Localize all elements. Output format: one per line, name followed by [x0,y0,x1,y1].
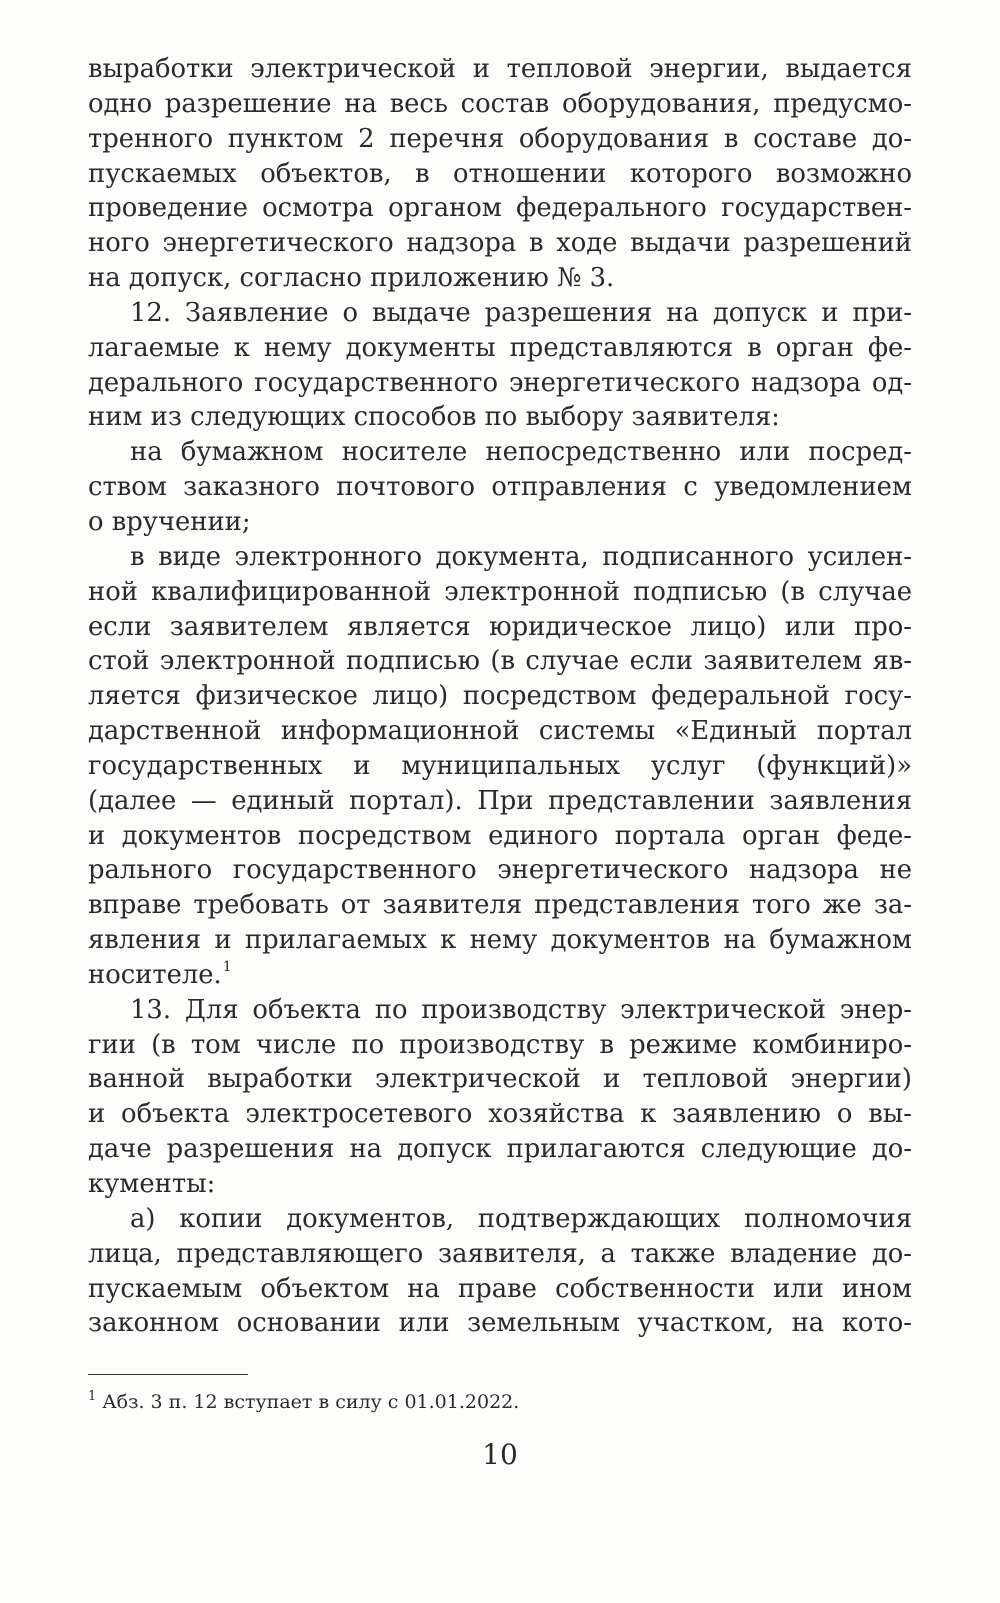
paragraph-paper-start: на бумажном носителе непосредственно или посред- [130,437,912,468]
text-line: проведение осмотра органом федерального государствен- [88,193,912,224]
text-line: дарственной информационной системы «Единый портал [88,716,912,747]
text-line: выработки электрической и тепловой энергии, выдается [88,54,912,84]
text-line: одно разрешение на весь состав оборудования, предусмо- [88,88,912,119]
text-line: (далее — единый портал). При представлении заявления [88,785,912,816]
text-line: ляется физическое лицо) посредством федеральной госу- [88,681,912,712]
paragraph-electronic-start: в виде электронного документа, подписанного усилен- [130,541,912,572]
footnote-text: Абз. 3 п. 12 вступает в силу с 01.01.2022. [102,1391,520,1413]
text-line: государственных и муниципальных услуг (функций)» [88,750,912,781]
text-line-with-footnote [88,958,912,993]
paragraph-item-a-start: а) копии документов, подтверждающих полномочия [130,1203,912,1234]
text-line: и документов посредством единого портала орган феде- [88,820,912,851]
text-line: ного энергетического надзора в ходе выдачи разрешений [88,228,912,259]
paragraph-12-start: 12. Заявление о выдаче разрешения на допуск и при- [130,297,912,328]
text-line: ним из следующих способов по выбору заявителя: [88,402,780,433]
text-line: носителе. [88,959,222,990]
text-line: дерального государственного энергетического надзора од- [88,367,912,398]
text-line: пускаемым объектом на праве собственности или ином [88,1273,912,1304]
text-line: ной квалифицированной электронной подписью (в случае [88,576,912,607]
footnote-reference: 1 [222,958,232,975]
text-line: лагаемые к нему документы представляются в орган фе- [88,332,912,363]
text-line: даче разрешения на допуск прилагаются следующие до- [88,1134,912,1165]
body-text [88,52,912,1341]
text-line: стой электронной подписью (в случае если заявителем яв- [88,646,912,677]
text-line: на допуск, согласно приложению № 3. [88,263,615,294]
text-line: кументы: [88,1169,216,1199]
text-line: законном основании или земельным участком, на кото- [88,1308,912,1339]
page-number: 10 [482,1438,518,1471]
footnote-marker: 1 [88,1389,97,1404]
text-line: тренного пунктом 2 перечня оборудования в составе до- [88,123,912,154]
text-line: ством заказного почтового отправления с уведомлением [88,472,912,503]
footnote-divider [88,1374,248,1375]
footnote [88,1389,519,1415]
text-line: если заявителем является юридическое лицо) или про- [88,611,912,642]
text-line: ванной выработки электрической и тепловой энергии) [88,1064,912,1095]
text-line: рального государственного энергетического надзора не [88,855,912,886]
text-line: вправе требовать от заявителя представления того же за- [88,890,912,921]
paragraph-13-start: 13. Для объекта по производству электрической энер- [130,994,912,1025]
text-line: пускаемых объектов, в отношении которого возможно [88,158,912,189]
text-line: явления и прилагаемых к нему документов на бумажном [88,925,912,956]
text-line: гии (в том числе по производству в режиме комбиниро- [88,1029,912,1060]
text-line: и объекта электросетевого хозяйства к заявлению о вы- [88,1099,912,1130]
text-line: лица, представляющего заявителя, а также владение до- [88,1238,912,1269]
text-line: о вручении; [88,506,251,537]
